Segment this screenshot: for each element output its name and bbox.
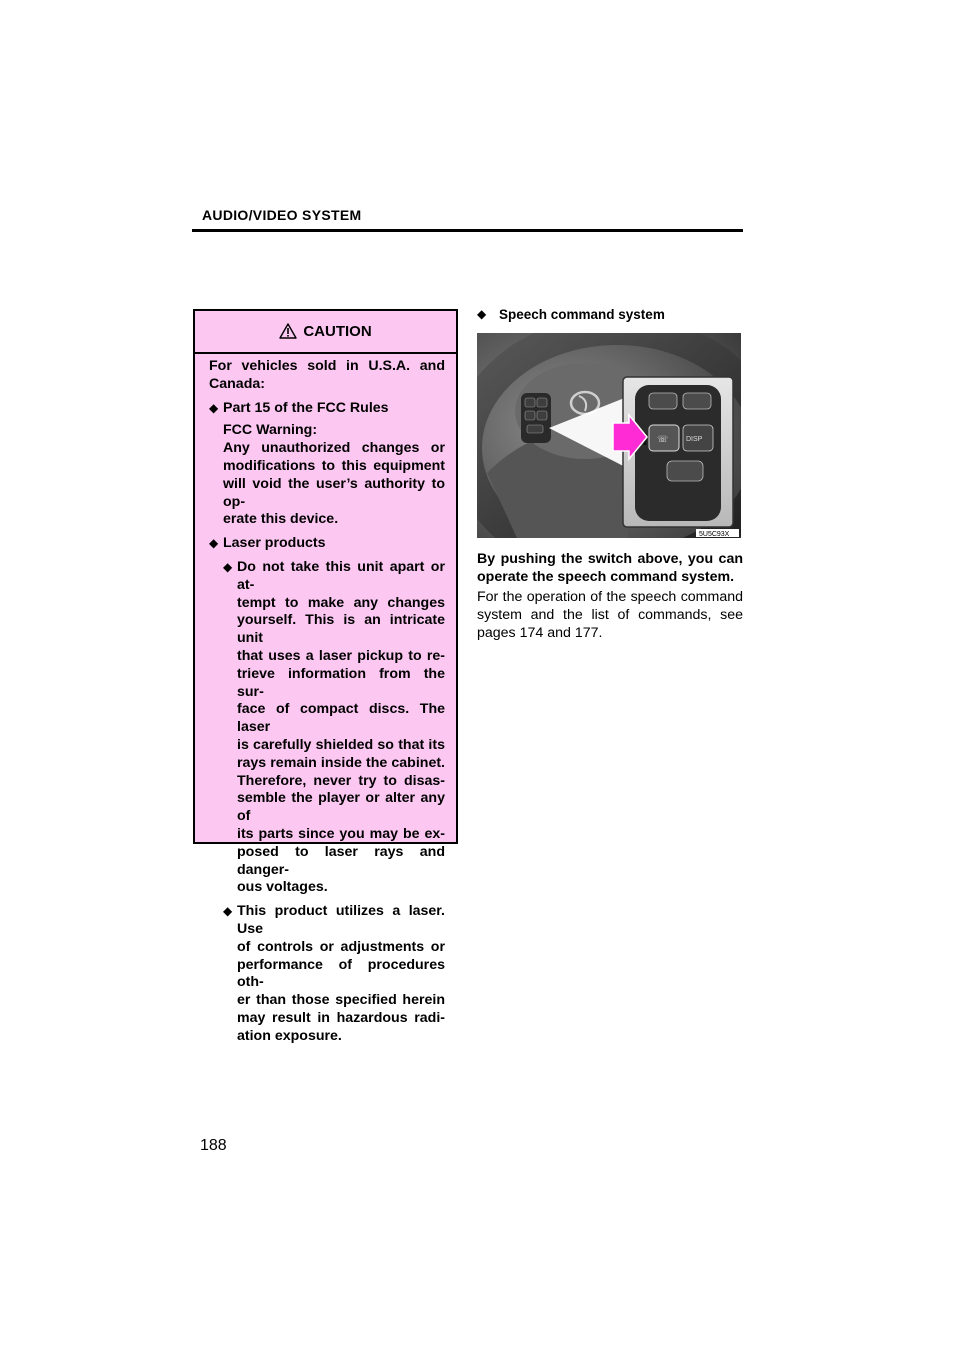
fcc-heading: Part 15 of the FCC Rules — [223, 399, 389, 416]
steering-wheel-illustration — [477, 333, 741, 538]
figure-code: 5U5C93X — [699, 531, 730, 538]
laser-heading: Laser products — [223, 535, 326, 552]
bullet-icon: ◆ — [223, 559, 233, 574]
fcc-item — [209, 400, 445, 530]
caution-intro: For vehicles sold in U.S.A. and Canada: — [209, 358, 445, 392]
page-number: 188 — [200, 1137, 227, 1154]
bullet-icon: ◆ — [209, 400, 219, 415]
bullet-icon: ◆ — [477, 307, 487, 321]
fcc-warning-text: Any unauthorized changes or modifications to this equipment will void the user’s authority to op- erate this device. — [223, 440, 445, 528]
svg-text:DISP: DISP — [686, 436, 703, 443]
speech-heading: ◆ Speech command system — [477, 307, 665, 322]
caution-title: CAUTION — [303, 323, 372, 340]
speech-body-text: For the operation of the speech command system and the list of commands, see pages 174 and 177. — [477, 589, 743, 641]
section-title: AUDIO/VIDEO SYSTEM — [202, 207, 362, 223]
caution-body — [209, 358, 445, 1045]
header-rule — [192, 229, 743, 232]
caution-heading — [195, 323, 456, 340]
fcc-warning-label: FCC Warning: — [223, 422, 318, 439]
laser-item — [209, 535, 445, 1045]
bullet-icon: ◆ — [223, 904, 233, 919]
bullet-icon: ◆ — [209, 536, 219, 551]
speech-bold-instruction: By pushing the switch above, you can operate the speech command system. — [477, 551, 743, 585]
warning-triangle-icon — [279, 323, 297, 339]
speech-section — [477, 306, 743, 324]
caution-box — [193, 309, 458, 1044]
laser-subitem: ◆ This product utilizes a laser. Use of controls or adjustments or performance of procedures oth- er than those specified herein may result in hazardous radi- ation exposure. — [223, 903, 445, 1044]
caution-divider — [195, 352, 456, 354]
laser-subitem: ◆ Do not take this unit apart or at- tempt to make any changes yourself. This is an intricate unit that uses a laser pickup to re- trieve information from the sur- face of compact discs. The laser is carefully shielded so that its rays remain inside the cabinet. Therefore, never try to disas- semble the player or alter any of its parts since you may be ex- posed to laser rays and danger- ous voltages. — [223, 558, 445, 896]
svg-text:☏: ☏ — [657, 434, 669, 444]
